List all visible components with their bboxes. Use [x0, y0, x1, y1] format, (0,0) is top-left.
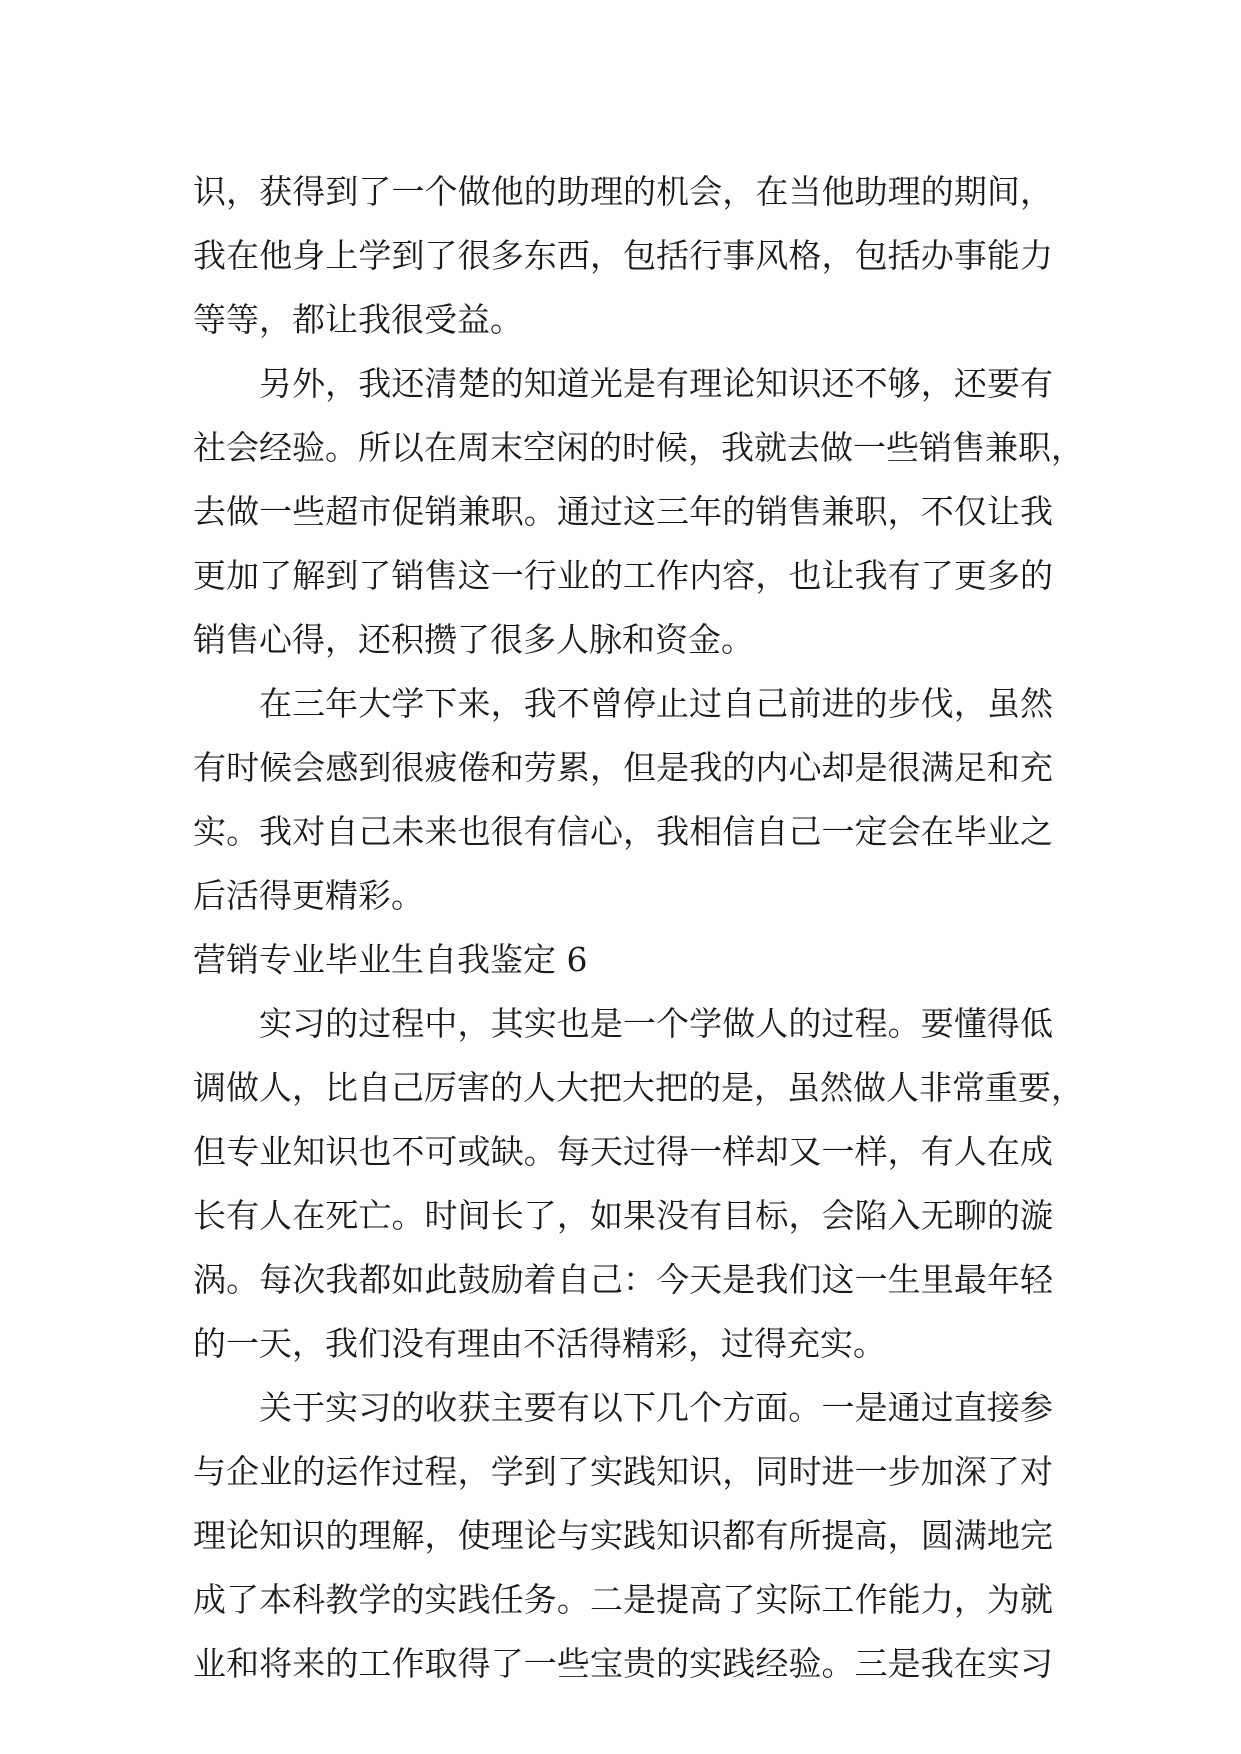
paragraph-5-line-3: 理论知识的理解，使理论与实践知识都有所提高，圆满地完 — [193, 1516, 1053, 1555]
section-heading: 营销专业毕业生自我鉴定 6 — [193, 940, 588, 979]
paragraph-2-line-5: 销售心得，还积攒了很多人脉和资金。 — [193, 620, 754, 659]
paragraph-2-line-1: 另外，我还清楚的知道光是有理论知识还不够，还要有 — [259, 364, 1053, 403]
paragraph-5-line-1: 关于实习的收获主要有以下几个方面。一是通过直接参 — [259, 1388, 1053, 1427]
paragraph-3-line-4: 后活得更精彩。 — [193, 876, 424, 915]
paragraph-1-line-3: 等等，都让我很受益。 — [193, 300, 523, 339]
paragraph-2-line-3: 去做一些超市促销兼职。通过这三年的销售兼职，不仅让我 — [193, 492, 1053, 531]
paragraph-4-line-2: 调做人，比自己厉害的人大把大把的是，虽然做人非常重要， — [193, 1068, 1084, 1107]
paragraph-1 — [193, 160, 1053, 352]
paragraph-5 — [193, 1376, 1053, 1696]
paragraph-3 — [193, 672, 1053, 928]
paragraph-1-line-2: 我在他身上学到了很多东西，包括行事风格，包括办事能力 — [193, 236, 1053, 275]
paragraph-2-line-4: 更加了解到了销售这一行业的工作内容，也让我有了更多的 — [193, 556, 1053, 595]
paragraph-4-line-1: 实习的过程中，其实也是一个学做人的过程。要懂得低 — [259, 1004, 1053, 1043]
paragraph-4-line-4: 长有人在死亡。时间长了，如果没有目标，会陷入无聊的漩 — [193, 1196, 1053, 1235]
paragraph-5-line-5: 业和将来的工作取得了一些宝贵的实践经验。三是我在实习 — [193, 1644, 1053, 1683]
paragraph-4-line-6: 的一天，我们没有理由不活得精彩，过得充实。 — [193, 1324, 886, 1363]
document-body — [193, 160, 1084, 1696]
paragraph-3-line-3: 实。我对自己未来也很有信心，我相信自己一定会在毕业之 — [193, 812, 1053, 851]
paragraph-4-line-3: 但专业知识也不可或缺。每天过得一样却又一样，有人在成 — [193, 1132, 1053, 1171]
paragraph-3-line-1: 在三年大学下来，我不曾停止过自己前进的步伐，虽然 — [259, 684, 1053, 723]
paragraph-4 — [193, 992, 1084, 1376]
paragraph-2-line-2: 社会经验。所以在周末空闲的时候，我就去做一些销售兼职， — [193, 428, 1084, 467]
paragraph-5-line-4: 成了本科教学的实践任务。二是提高了实际工作能力，为就 — [193, 1580, 1053, 1619]
paragraph-4-line-5: 涡。每次我都如此鼓励着自己：今天是我们这一生里最年轻 — [193, 1260, 1053, 1299]
paragraph-5-line-2: 与企业的运作过程，学到了实践知识，同时进一步加深了对 — [193, 1452, 1053, 1491]
paragraph-3-line-2: 有时候会感到很疲倦和劳累，但是我的内心却是很满足和充 — [193, 748, 1053, 787]
paragraph-1-line-1: 识，获得到了一个做他的助理的机会，在当他助理的期间， — [193, 172, 1053, 211]
paragraph-2 — [193, 352, 1084, 672]
